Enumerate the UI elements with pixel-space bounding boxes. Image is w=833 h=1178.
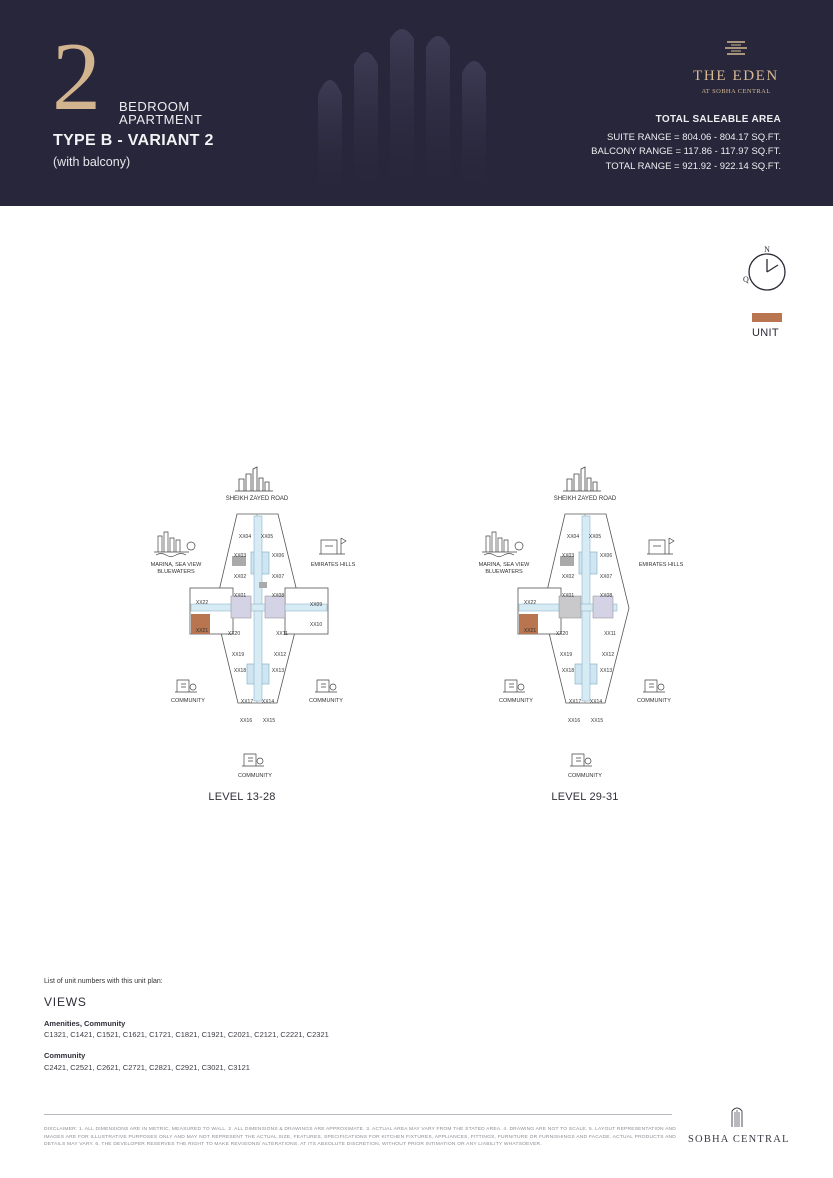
community-icon-east: [643, 680, 665, 692]
unit-number: XX11: [276, 631, 288, 637]
community-icon-east: [315, 680, 337, 692]
label-east: EMIRATES HILLS: [638, 562, 684, 568]
community-icon-south: [570, 754, 592, 766]
unit-number: XX03: [561, 553, 575, 559]
area-title: TOTAL SALEABLE AREA: [655, 114, 781, 125]
the-eden-logo: [690, 40, 782, 95]
compass-west: Q: [743, 275, 749, 284]
level-label-29-31: LEVEL 29-31: [551, 791, 619, 803]
unit-number: XX19: [231, 652, 245, 658]
label-west-line2: BLUEWATERS: [157, 569, 195, 575]
unit-number: XX20: [555, 631, 569, 637]
floor-plan-level-13-28: [141, 466, 371, 806]
unit-number: XX02: [233, 574, 247, 580]
unit-number: XX17: [240, 699, 254, 705]
unit-number: XX18: [561, 668, 575, 674]
unit-number: XX18: [233, 668, 247, 674]
label-west-line2: BLUEWATERS: [485, 569, 523, 575]
compass-north: N: [764, 245, 770, 254]
unit-number: XX02: [561, 574, 575, 580]
unit-number: XX13: [599, 668, 613, 674]
view-group-units: C1321, C1421, C1521, C1621, C1721, C1821, C1921, C2021, C2121, C2221, C2321: [44, 1030, 329, 1039]
sobha-central-logo-icon: [731, 1107, 743, 1127]
unit-number: XX12: [273, 652, 287, 658]
community-icon-west: [175, 680, 197, 692]
total-range: TOTAL RANGE = 921.92 - 922.14 SQ.FT.: [605, 160, 781, 172]
label-west-line1: MARINA, SEA VIEW: [150, 562, 202, 568]
emirates-hills-icon: [647, 538, 674, 554]
unit-type-title: TYPE B - VARIANT 2: [53, 132, 214, 149]
label-east: EMIRATES HILLS: [310, 562, 356, 568]
logo-name: THE EDEN: [693, 68, 779, 84]
unit-number: XX07: [599, 574, 613, 580]
community-icon-west: [503, 680, 525, 692]
unit-number: XX04: [238, 534, 252, 540]
unit-number: XX13: [271, 668, 285, 674]
unit-number: XX15: [262, 718, 276, 724]
unit-number: XX09: [309, 602, 323, 608]
label-community-west: COMMUNITY: [171, 698, 205, 704]
marina-view-icon: [154, 532, 195, 557]
unit-number: XX14: [261, 699, 275, 705]
marina-view-icon: [482, 532, 523, 557]
unit-number: XX16: [567, 718, 581, 724]
view-group-name: Amenities, Community: [44, 1019, 126, 1028]
label-community-east: COMMUNITY: [309, 698, 343, 704]
unit-number: XX04: [566, 534, 580, 540]
unit-number: XX16: [239, 718, 253, 724]
emirates-hills-icon: [319, 538, 346, 554]
unit-number: XX01: [561, 593, 575, 599]
unit-list-intro: List of unit numbers with this unit plan:: [44, 978, 163, 985]
bedroom-label: BEDROOM: [119, 99, 190, 114]
corridor-horizontal: [191, 604, 327, 611]
unit-number: XX17: [568, 699, 582, 705]
unit-number: XX12: [601, 652, 615, 658]
unit-number: XX05: [260, 534, 274, 540]
community-icon-south: [242, 754, 264, 766]
view-group-name: Community: [44, 1051, 86, 1060]
unit-number: XX14: [589, 699, 603, 705]
unit-number: XX10: [309, 622, 323, 628]
unit-number: XX22: [523, 600, 537, 606]
unit-number: XX15: [590, 718, 604, 724]
tower-arches-graphic: [310, 25, 510, 206]
views-heading: VIEWS: [44, 995, 87, 1009]
label-community-west: COMMUNITY: [499, 698, 533, 704]
balcony-range: BALCONY RANGE = 117.86 - 117.97 SQ.FT.: [591, 146, 781, 157]
unit-number: XX01: [233, 593, 247, 599]
unit-number: XX03: [233, 553, 247, 559]
label-community-east: COMMUNITY: [637, 698, 671, 704]
label-north-road: SHEIKH ZAYED ROAD: [225, 496, 289, 502]
label-community-south: COMMUNITY: [568, 773, 602, 779]
unit-type-note: (with balcony): [53, 155, 131, 169]
unit-number: XX21: [195, 628, 209, 634]
unit-legend-swatch: [752, 313, 782, 322]
unit-number: XX22: [195, 600, 209, 606]
label-north-road: SHEIKH ZAYED ROAD: [553, 496, 617, 502]
bedroom-count: 2: [52, 23, 101, 131]
label-west-line1: MARINA, SEA VIEW: [478, 562, 530, 568]
unit-number: XX06: [271, 553, 285, 559]
unit-number: XX21: [523, 628, 537, 634]
unit-number: XX08: [271, 593, 285, 599]
saleable-area-block: [591, 113, 781, 174]
suite-range: SUITE RANGE = 804.06 - 804.17 SQ.FT.: [607, 131, 781, 143]
unit-legend-label: UNIT: [752, 327, 779, 339]
city-skyline-icon: [235, 467, 273, 491]
eden-logo-icon: [723, 40, 749, 58]
unit-number: XX08: [599, 593, 613, 599]
label-community-south: COMMUNITY: [238, 773, 272, 779]
unit-number: XX19: [559, 652, 573, 658]
logo-subtitle: AT SOBHA CENTRAL: [701, 88, 771, 95]
unit-number: XX11: [604, 631, 616, 637]
unit-number: XX05: [588, 534, 602, 540]
floor-plan-level-29-31: [469, 466, 699, 806]
unit-number: XX20: [227, 631, 241, 637]
view-group-units: C2421, C2521, C2621, C2721, C2821, C2921, C3021, C3121: [44, 1063, 250, 1072]
disclaimer-text: DISCLAIMER: 1. ALL DIMENSIONS ARE IN METRIC, MEASURED TO WALL. 2. ALL DIMENSIONS & DRAWINGS ARE APPROXIMATE. 3. ACTUAL AREA MAY VARY FROM THE STATED AREA. 4. DRAWING ARE NOT TO SCALE. 5. LAYOUT REPRESENTATION AND IMAGES ARE FOR ILLUSTRATIVE PURPOSES ONLY AND MAY NOT REPRESENT THE ACTUAL SIZE, FEATURES, SPECIFICATIONS FOR KITCHEN FIXTURES, APPLIANCES, FITTINGS, FURNITURE OR FURNISHINGS AND FACADE. ACTUAL PRODUCTS AND DETAILS MAY VARY. 6. THE DEVELOPER RESERVES THE RIGHT TO MAKE REVISIONS/ ALTERATIONS, AT ITS ABSOLUTE DISCRETION, WITHOUT PRIOR INTIMATION OR ANY LIABILITY WHATSOEVER.: [44, 1127, 676, 1147]
unit-number: XX07: [271, 574, 285, 580]
level-label-13-28: LEVEL 13-28: [208, 791, 276, 803]
compass-icon: [740, 244, 792, 292]
unit-number: XX06: [599, 553, 613, 559]
city-skyline-icon: [563, 467, 601, 491]
sobha-central-brand: SOBHA CENTRAL: [688, 1134, 790, 1145]
apartment-label: APARTMENT: [119, 112, 203, 127]
header-banner: [0, 0, 833, 206]
footer-divider: [44, 1114, 672, 1115]
